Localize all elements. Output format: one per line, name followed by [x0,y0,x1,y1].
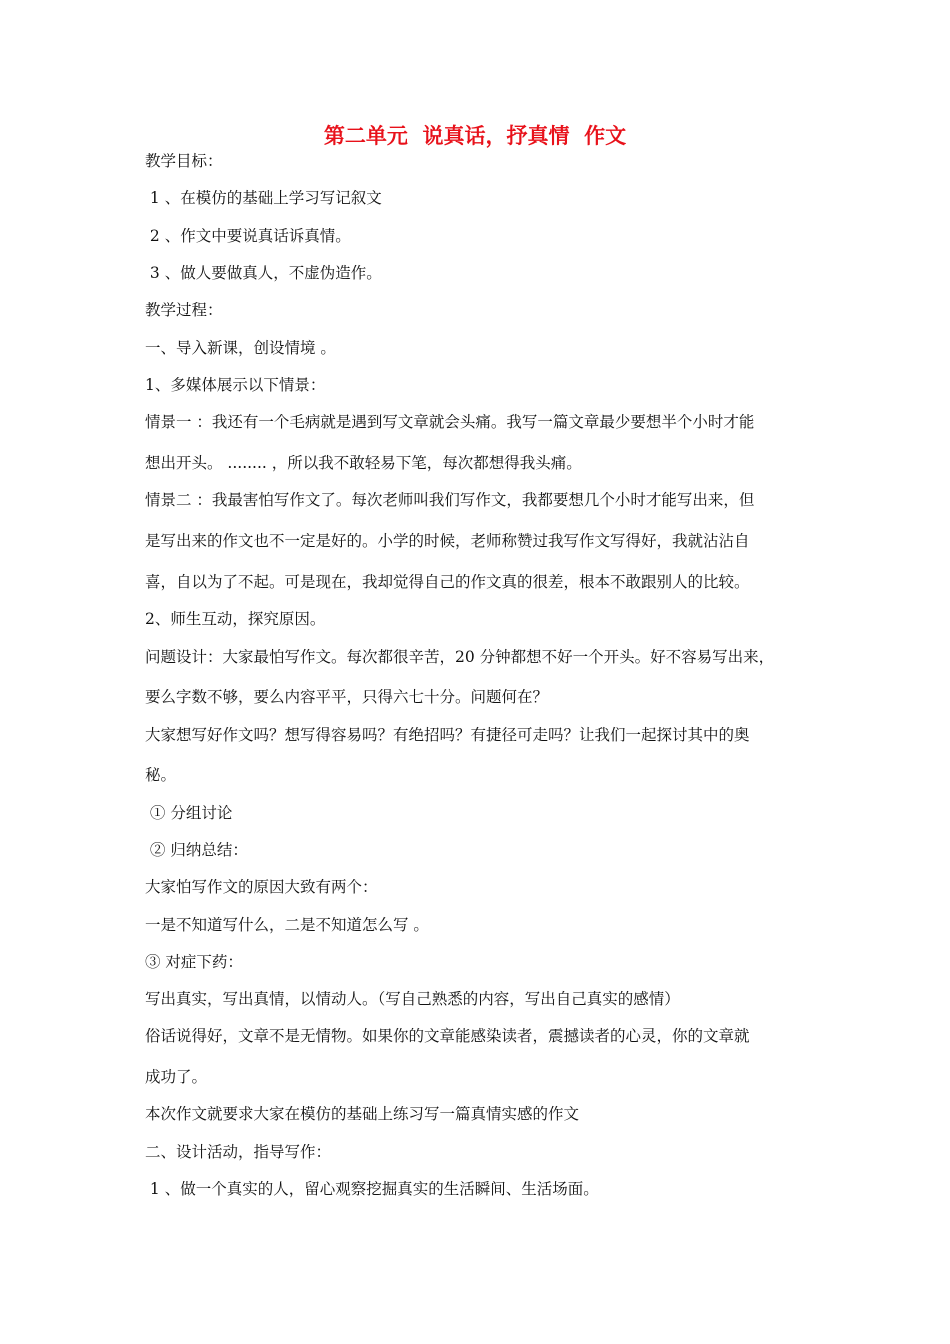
process-step-1-heading: 一、导入新课，创设情境 。 [145,339,336,357]
text-line: ③ 对症下药： [145,953,243,971]
text-line: 俗话说得好，文章不是无情物。如果你的文章能感染读者，震撼读者的心灵，你的文章就 [145,1027,750,1045]
text-line: 情景一 ：我还有一个毛病就是遇到写文章就会头痛。我写一篇文章最少要想半个小时才能 [145,413,755,431]
text-line: ② 归纳总结： [145,841,248,859]
text-line: 秘。 [145,766,177,784]
goal-item-3: 3 、做人要做真人，不虚伪造作。 [145,264,382,282]
section-heading-goals: 教学目标： [145,152,223,170]
text-line: 问题设计：大家最怕写作文。每次都很辛苦，20 分钟都想不好一个开头。好不容易写出来， [145,648,775,666]
goal-item-1: 1 、在模仿的基础上学习写记叙文 [145,189,382,207]
text-line: 1 、做一个真实的人，留心观察挖掘真实的生活瞬间、生活场面。 [145,1180,599,1198]
text-line: 成功了。 [145,1068,208,1086]
text-line: 1、多媒体展示以下情景： [145,376,326,394]
goal-item-2: 2 、作文中要说真话诉真情。 [145,227,351,245]
section-heading-process: 教学过程： [145,301,223,319]
text-line: 大家怕写作文的原因大致有两个： [145,878,378,896]
text-line: 写出真实，写出真情，以情动人。（写自己熟悉的内容，写出自己真实的感情） [145,990,680,1008]
text-line: 一是不知道写什么，二是不知道怎么写 。 [145,916,429,934]
text-line: 2、师生互动，探究原因。 [145,610,326,628]
text-line: 大家想写好作文吗？想写得容易吗？有绝招吗？有捷径可走吗？让我们一起探讨其中的奥 [145,726,750,744]
text-line: 情景二 ：我最害怕写作文了。每次老师叫我们写作文，我都要想几个小时才能写出来，但 [145,491,755,509]
text-line: 要么字数不够，要么内容平平，只得六七十分。问题何在？ [145,688,549,706]
section-heading-activity: 二、设计活动，指导写作： [145,1143,332,1161]
text-line: 本次作文就要求大家在模仿的基础上练习写一篇真情实感的作文 [145,1105,580,1123]
document-title: 第二单元 说真话，抒真情 作文 [323,123,627,148]
text-line: 喜，自以为了不起。可是现在，我却觉得自己的作文真的很差，根本不敢跟别人的比较。 [145,573,750,591]
text-line: ① 分组讨论 [145,804,233,822]
text-line: 想出开头。 ........ ，所以我不敢轻易下笔，每次都想得我头痛。 [145,454,582,472]
text-line: 是写出来的作文也不一定是好的。小学的时候，老师称赞过我写作文写得好，我就沾沾自 [145,532,750,550]
